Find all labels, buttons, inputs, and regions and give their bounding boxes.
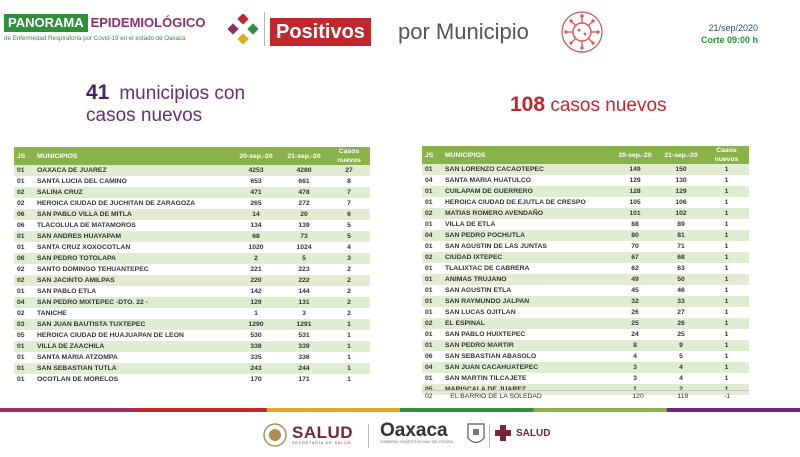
- cell-value-1: 105: [612, 197, 658, 208]
- cell-value-1: 88: [612, 219, 658, 230]
- cell-casos-nuevos: 1: [704, 186, 749, 197]
- cell-municipio: SAN JUAN BAUTISTA TUXTEPEC: [34, 319, 232, 330]
- cell-casos-nuevos: 1: [704, 285, 749, 296]
- cell-value-2: 73: [280, 231, 328, 242]
- cell-casos-nuevos: 2: [328, 297, 370, 308]
- salud-main-text: SALUD: [292, 423, 354, 442]
- cell-casos-nuevos: 1: [704, 274, 749, 285]
- cell-value-2: 20: [280, 209, 328, 220]
- table-row: [422, 219, 749, 230]
- cell-js: 02: [422, 252, 442, 263]
- extra-value-1: 120: [632, 393, 644, 400]
- cell-municipio: SAN PEDRO MARTIR: [442, 340, 612, 351]
- table-row: [14, 319, 370, 330]
- cell-js: 01: [422, 274, 442, 285]
- table-row: [14, 220, 370, 231]
- municipios-summary: [86, 82, 245, 127]
- cell-js: 01: [14, 231, 34, 242]
- cell-value-2: 4: [658, 362, 704, 373]
- cell-value-2: 478: [280, 187, 328, 198]
- cell-municipio: TANICHE: [34, 308, 232, 319]
- cell-municipio: CUILAPAM DE GUERRERO: [442, 186, 612, 197]
- cell-js: 01: [422, 197, 442, 208]
- cell-municipio: SAN AGUSTIN ETLA: [442, 285, 612, 296]
- cell-value-1: 3: [612, 373, 658, 384]
- extra-row: [422, 390, 749, 400]
- col-casos-nuevos: Casos nuevos: [704, 146, 749, 164]
- cell-municipio: EL ESPINAL: [442, 318, 612, 329]
- cell-casos-nuevos: 1: [704, 241, 749, 252]
- table-row: [422, 296, 749, 307]
- cell-value-1: 8: [612, 340, 658, 351]
- cell-js: 01: [14, 374, 34, 385]
- cell-casos-nuevos: 1: [704, 307, 749, 318]
- cell-js: 02: [422, 318, 442, 329]
- cell-value-1: 1290: [232, 319, 280, 330]
- cell-municipio: SANTO DOMINGO TEHUANTEPEC: [34, 264, 232, 275]
- cell-value-1: 128: [612, 186, 658, 197]
- table-row: [14, 253, 370, 264]
- brand-panorama: PANORAMA: [4, 14, 88, 32]
- table-row: [14, 352, 370, 363]
- cell-js: 01: [422, 296, 442, 307]
- report-cutoff: Corte 09:00 h: [700, 35, 758, 45]
- cell-value-1: 25: [612, 318, 658, 329]
- extra-js: 02: [425, 393, 433, 400]
- table-row: [14, 286, 370, 297]
- col-js: JS: [422, 146, 442, 164]
- cell-value-2: 131: [280, 297, 328, 308]
- cell-municipio: TLALIXTAC DE CABRERA: [442, 263, 612, 274]
- col-js: JS: [14, 147, 34, 165]
- extra-value-2: 119: [677, 393, 689, 400]
- cell-js: 01: [422, 219, 442, 230]
- cell-municipio: SAN PABLO VILLA DE MITLA: [34, 209, 232, 220]
- table-row: [422, 164, 749, 175]
- brand-epidemiologico: EPIDEMIOLÓGICO: [90, 15, 206, 30]
- cell-casos-nuevos: 1: [328, 319, 370, 330]
- cell-value-2: 68: [658, 252, 704, 263]
- cell-value-1: 129: [612, 175, 658, 186]
- cell-casos-nuevos: 5: [328, 220, 370, 231]
- right-municipios-table: [422, 146, 749, 395]
- cell-js: 05: [14, 330, 34, 341]
- cell-js: 02: [14, 275, 34, 286]
- cell-js: 02: [14, 264, 34, 275]
- cell-municipio: SAN PEDRO TOTOLAPA: [34, 253, 232, 264]
- cell-js: 06: [422, 351, 442, 362]
- cell-js: 01: [14, 363, 34, 374]
- cell-municipio: SAN LORENZO CACAOTEPEC: [442, 164, 612, 175]
- col-municipios: MUNICIPIOS: [34, 147, 232, 165]
- cell-value-1: 149: [612, 164, 658, 175]
- oaxaca-logo: [380, 422, 453, 444]
- table-header-row: [14, 147, 370, 165]
- cell-js: 04: [14, 297, 34, 308]
- table-row: [422, 373, 749, 384]
- footer-divider: [368, 424, 369, 448]
- cell-value-1: 24: [612, 329, 658, 340]
- cell-value-1: 2: [232, 253, 280, 264]
- table-row: [14, 264, 370, 275]
- cell-js: 02: [14, 187, 34, 198]
- cell-municipio: VILLA DE ZAACHILA: [34, 341, 232, 352]
- table-row: [422, 197, 749, 208]
- cell-value-1: 3: [612, 362, 658, 373]
- table-row: [14, 242, 370, 253]
- cell-municipio: HEROICA CIUDAD DE JUCHITAN DE ZARAGOZA: [34, 198, 232, 209]
- table-row: [14, 187, 370, 198]
- cell-casos-nuevos: 1: [704, 197, 749, 208]
- cell-casos-nuevos: 8: [328, 176, 370, 187]
- cell-js: 03: [14, 319, 34, 330]
- table-row: [14, 341, 370, 352]
- cell-value-1: 170: [232, 374, 280, 385]
- cell-js: 01: [14, 176, 34, 187]
- cell-municipio: CIUDAD IXTEPEC: [442, 252, 612, 263]
- table-row: [14, 176, 370, 187]
- casos-summary: [510, 93, 667, 117]
- table-row: [14, 275, 370, 286]
- title-positivos: Positivos: [270, 18, 371, 46]
- shield-icon: [466, 422, 486, 448]
- cell-js: 04: [422, 362, 442, 373]
- cell-casos-nuevos: 1: [704, 263, 749, 274]
- municipios-text-2: casos nuevos: [86, 105, 203, 126]
- oaxaca-text: Oaxaca: [380, 420, 448, 441]
- cell-value-2: 1024: [280, 242, 328, 253]
- cell-js: 01: [422, 186, 442, 197]
- cell-municipio: SAN PABLO ETLA: [34, 286, 232, 297]
- cell-value-1: 335: [232, 352, 280, 363]
- cell-municipio: SANTA CRUZ XOXOCOTLAN: [34, 242, 232, 253]
- cell-value-2: 4: [658, 373, 704, 384]
- table-row: [14, 330, 370, 341]
- col-casos-nuevos: Casos nuevos: [328, 147, 370, 165]
- cell-casos-nuevos: 2: [328, 264, 370, 275]
- cell-municipio: SAN PEDRO POCHUTLA: [442, 230, 612, 241]
- cell-value-2: 223: [280, 264, 328, 275]
- cell-value-1: 265: [232, 198, 280, 209]
- cell-casos-nuevos: 2: [328, 308, 370, 319]
- virus-icon: [560, 10, 604, 54]
- cell-js: 01: [422, 373, 442, 384]
- brand-logo: [4, 14, 234, 50]
- cell-value-1: 101: [612, 208, 658, 219]
- table-row: [422, 252, 749, 263]
- brand-subtitle: de Enfermedad Respiratoria por Covid-19 en el estado de Oaxaca: [4, 35, 186, 42]
- cell-casos-nuevos: 1: [328, 363, 370, 374]
- cell-js: 01: [422, 241, 442, 252]
- cell-value-2: 63: [658, 263, 704, 274]
- table-row: [14, 198, 370, 209]
- cell-js: 06: [14, 209, 34, 220]
- cell-value-1: 1: [612, 384, 658, 395]
- cell-casos-nuevos: 6: [328, 209, 370, 220]
- cell-js: 04: [422, 230, 442, 241]
- cell-municipio: SAN PEDRO MIXTEPEC -DTO. 22 -: [34, 297, 232, 308]
- cell-js: 04: [422, 175, 442, 186]
- cell-value-2: 106: [658, 197, 704, 208]
- table-row: [14, 209, 370, 220]
- cell-value-2: 171: [280, 374, 328, 385]
- cell-value-1: 68: [232, 231, 280, 242]
- cell-municipio: SAN JUAN CACAHUATEPEC: [442, 362, 612, 373]
- cell-js: 06: [14, 253, 34, 264]
- cell-municipio: TLACOLULA DE MATAMOROS: [34, 220, 232, 231]
- cell-casos-nuevos: 1: [704, 208, 749, 219]
- cell-value-2: 71: [658, 241, 704, 252]
- table-row: [422, 263, 749, 274]
- cell-value-1: 4253: [232, 165, 280, 176]
- table-row: [422, 329, 749, 340]
- cell-value-1: 32: [612, 296, 658, 307]
- title-por-municipio: por Municipio: [398, 19, 529, 44]
- cell-casos-nuevos: 1: [704, 373, 749, 384]
- cell-value-1: 70: [612, 241, 658, 252]
- cell-municipio: OAXACA DE JUAREZ: [34, 165, 232, 176]
- table-row: [14, 363, 370, 374]
- cell-value-1: 49: [612, 274, 658, 285]
- casos-text: casos nuevos: [550, 95, 667, 116]
- salud-right-logo: [493, 423, 550, 443]
- cell-municipio: SAN LUCAS OJITLAN: [442, 307, 612, 318]
- cell-js: 01: [422, 340, 442, 351]
- footer-divider-2: [489, 424, 490, 448]
- cell-casos-nuevos: 1: [328, 352, 370, 363]
- cell-casos-nuevos: 1: [704, 362, 749, 373]
- cell-casos-nuevos: 3: [328, 253, 370, 264]
- cell-casos-nuevos: 1: [704, 175, 749, 186]
- cell-value-1: 220: [232, 275, 280, 286]
- table-row: [422, 285, 749, 296]
- cell-value-1: 134: [232, 220, 280, 231]
- left-municipios-table: [14, 147, 370, 385]
- extra-casos: -1: [724, 393, 731, 400]
- cell-casos-nuevos: 5: [328, 231, 370, 242]
- col-date-1: 20-sep.-20: [612, 146, 658, 164]
- cell-value-2: 129: [658, 186, 704, 197]
- cell-value-2: 661: [280, 176, 328, 187]
- cell-value-2: 531: [280, 330, 328, 341]
- table-row: [422, 186, 749, 197]
- cell-value-1: 142: [232, 286, 280, 297]
- cell-value-1: 530: [232, 330, 280, 341]
- cell-value-1: 26: [612, 307, 658, 318]
- table-row: [422, 241, 749, 252]
- cell-value-1: 221: [232, 264, 280, 275]
- cell-casos-nuevos: 1: [704, 351, 749, 362]
- cell-value-2: 2: [658, 384, 704, 395]
- cell-js: 01: [422, 329, 442, 340]
- cell-value-1: 338: [232, 341, 280, 352]
- cell-municipio: SAN AGUSTIN DE LAS JUNTAS: [442, 241, 612, 252]
- cell-js: 06: [14, 220, 34, 231]
- cross-logo-icon: [228, 14, 258, 44]
- table-row: [422, 318, 749, 329]
- cell-value-2: 272: [280, 198, 328, 209]
- cell-casos-nuevos: 1: [704, 230, 749, 241]
- cell-municipio: MATIAS ROMERO AVENDAÑO: [442, 208, 612, 219]
- cell-municipio: SAN JACINTO AMILPAS: [34, 275, 232, 286]
- table-row: [14, 165, 370, 176]
- cell-municipio: ANIMAS TRUJANO: [442, 274, 612, 285]
- cell-value-2: 3: [280, 308, 328, 319]
- cell-municipio: SAN RAYMUNDO JALPAN: [442, 296, 612, 307]
- cell-casos-nuevos: 2: [328, 286, 370, 297]
- cell-js: 02: [422, 208, 442, 219]
- cell-js: 01: [14, 242, 34, 253]
- coat-of-arms-icon: [262, 422, 288, 448]
- cell-casos-nuevos: 2: [328, 275, 370, 286]
- cell-value-1: 67: [612, 252, 658, 263]
- cell-casos-nuevos: 1: [704, 318, 749, 329]
- cell-casos-nuevos: 1: [328, 330, 370, 341]
- cell-casos-nuevos: 4: [328, 242, 370, 253]
- cell-value-1: 129: [232, 297, 280, 308]
- cell-municipio: VILLA DE ETLA: [442, 219, 612, 230]
- cell-casos-nuevos: 1: [704, 252, 749, 263]
- cell-js: 01: [14, 352, 34, 363]
- extra-municipio: EL BARRIO DE LA SOLEDAD: [450, 393, 542, 400]
- table-row: [422, 340, 749, 351]
- col-municipios: MUNICIPIOS: [442, 146, 612, 164]
- cell-value-2: 144: [280, 286, 328, 297]
- cell-casos-nuevos: 1: [704, 329, 749, 340]
- cell-value-2: 50: [658, 274, 704, 285]
- cell-value-2: 139: [280, 220, 328, 231]
- cell-municipio: SALINA CRUZ: [34, 187, 232, 198]
- cell-value-1: 1020: [232, 242, 280, 253]
- cell-value-1: 62: [612, 263, 658, 274]
- cell-js: 02: [14, 308, 34, 319]
- cell-value-1: 80: [612, 230, 658, 241]
- cell-municipio: OCOTLAN DE MORELOS: [34, 374, 232, 385]
- cell-casos-nuevos: 1: [704, 296, 749, 307]
- cell-js: 01: [14, 165, 34, 176]
- cell-value-2: 244: [280, 363, 328, 374]
- table-row: [14, 308, 370, 319]
- table-row: [14, 231, 370, 242]
- cell-js: 02: [14, 198, 34, 209]
- cell-value-1: 471: [232, 187, 280, 198]
- cell-js: 01: [422, 307, 442, 318]
- cell-value-2: 89: [658, 219, 704, 230]
- cell-value-1: 1: [232, 308, 280, 319]
- cell-value-2: 25: [658, 329, 704, 340]
- salud-logo: [262, 421, 353, 449]
- cell-casos-nuevos: 1: [704, 340, 749, 351]
- cell-municipio: SAN MARTIN TILCAJETE: [442, 373, 612, 384]
- casos-count: 108: [510, 93, 546, 116]
- cell-value-2: 46: [658, 285, 704, 296]
- col-date-2: 21-sep.-20: [658, 146, 704, 164]
- cell-municipio: SAN SEBASTIAN ABASOLO: [442, 351, 612, 362]
- table-row: [422, 307, 749, 318]
- col-date-2: 21-sep.-20: [280, 147, 328, 165]
- cell-value-2: 9: [658, 340, 704, 351]
- cell-value-2: 336: [280, 352, 328, 363]
- oaxaca-sub-text: GOBIERNO CONSTITUCIONAL DEL ESTADO: [380, 440, 454, 444]
- cell-value-1: 14: [232, 209, 280, 220]
- table-row: [422, 175, 749, 186]
- cell-value-2: 1291: [280, 319, 328, 330]
- cell-value-2: 81: [658, 230, 704, 241]
- cell-js: 01: [422, 285, 442, 296]
- table-row: [422, 274, 749, 285]
- cell-casos-nuevos: 1: [704, 164, 749, 175]
- table-row: [422, 351, 749, 362]
- col-date-1: 20-sep.-20: [232, 147, 280, 165]
- cell-municipio: SAN ANDRES HUAYAPAM: [34, 231, 232, 242]
- cell-js: 01: [422, 164, 442, 175]
- table-row: [422, 362, 749, 373]
- cell-value-2: 222: [280, 275, 328, 286]
- cell-casos-nuevos: 1: [704, 384, 749, 395]
- cell-value-2: 5: [280, 253, 328, 264]
- cell-casos-nuevos: 7: [328, 187, 370, 198]
- date-block: [701, 22, 758, 46]
- salud-right-text: SALUD: [516, 427, 551, 439]
- cell-municipio: SANTA MARIA ATZOMPA: [34, 352, 232, 363]
- cell-value-2: 102: [658, 208, 704, 219]
- health-cross-icon: [493, 423, 513, 443]
- cell-value-2: 339: [280, 341, 328, 352]
- cell-municipio: MARISCALA DE JUAREZ: [442, 384, 612, 395]
- municipios-count: 41: [86, 81, 110, 104]
- cell-casos-nuevos: 7: [328, 198, 370, 209]
- cell-value-1: 4: [612, 351, 658, 362]
- salud-sub-text: SECRETARÍA DE SALUD: [292, 441, 352, 445]
- cell-municipio: HEROICA CIUDAD DE EJUTLA DE CRESPO: [442, 197, 612, 208]
- cell-municipio: SANTA MARIA HUATULCO: [442, 175, 612, 186]
- cell-municipio: HEROICA CIUDAD DE HUAJUAPAN DE LEON: [34, 330, 232, 341]
- table-header-row: [422, 146, 749, 164]
- cell-value-2: 33: [658, 296, 704, 307]
- cell-js: 01: [422, 263, 442, 274]
- cell-municipio: SANTA LUCIA DEL CAMINO: [34, 176, 232, 187]
- table-row: [14, 374, 370, 385]
- cell-value-1: 653: [232, 176, 280, 187]
- cell-value-1: 243: [232, 363, 280, 374]
- cell-value-1: 45: [612, 285, 658, 296]
- cell-municipio: SAN SEBASTIAN TUTLA: [34, 363, 232, 374]
- table-row: [422, 230, 749, 241]
- cell-value-2: 4280: [280, 165, 328, 176]
- table-row: [422, 208, 749, 219]
- cell-value-2: 26: [658, 318, 704, 329]
- cell-value-2: 130: [658, 175, 704, 186]
- cell-js: 01: [14, 286, 34, 297]
- cell-js: 01: [14, 341, 34, 352]
- report-date: 21/sep/2020: [708, 23, 758, 33]
- table-row: [14, 297, 370, 308]
- cell-municipio: SAN PABLO HUIXTEPEC: [442, 329, 612, 340]
- cell-value-2: 5: [658, 351, 704, 362]
- cell-value-2: 150: [658, 164, 704, 175]
- cell-casos-nuevos: 1: [704, 219, 749, 230]
- municipios-text-1: municipios con: [119, 83, 246, 104]
- cell-casos-nuevos: 27: [328, 165, 370, 176]
- cell-casos-nuevos: 1: [328, 341, 370, 352]
- header-divider: [264, 12, 265, 46]
- cell-js: 05: [422, 384, 442, 395]
- cell-value-2: 27: [658, 307, 704, 318]
- cell-casos-nuevos: 1: [328, 374, 370, 385]
